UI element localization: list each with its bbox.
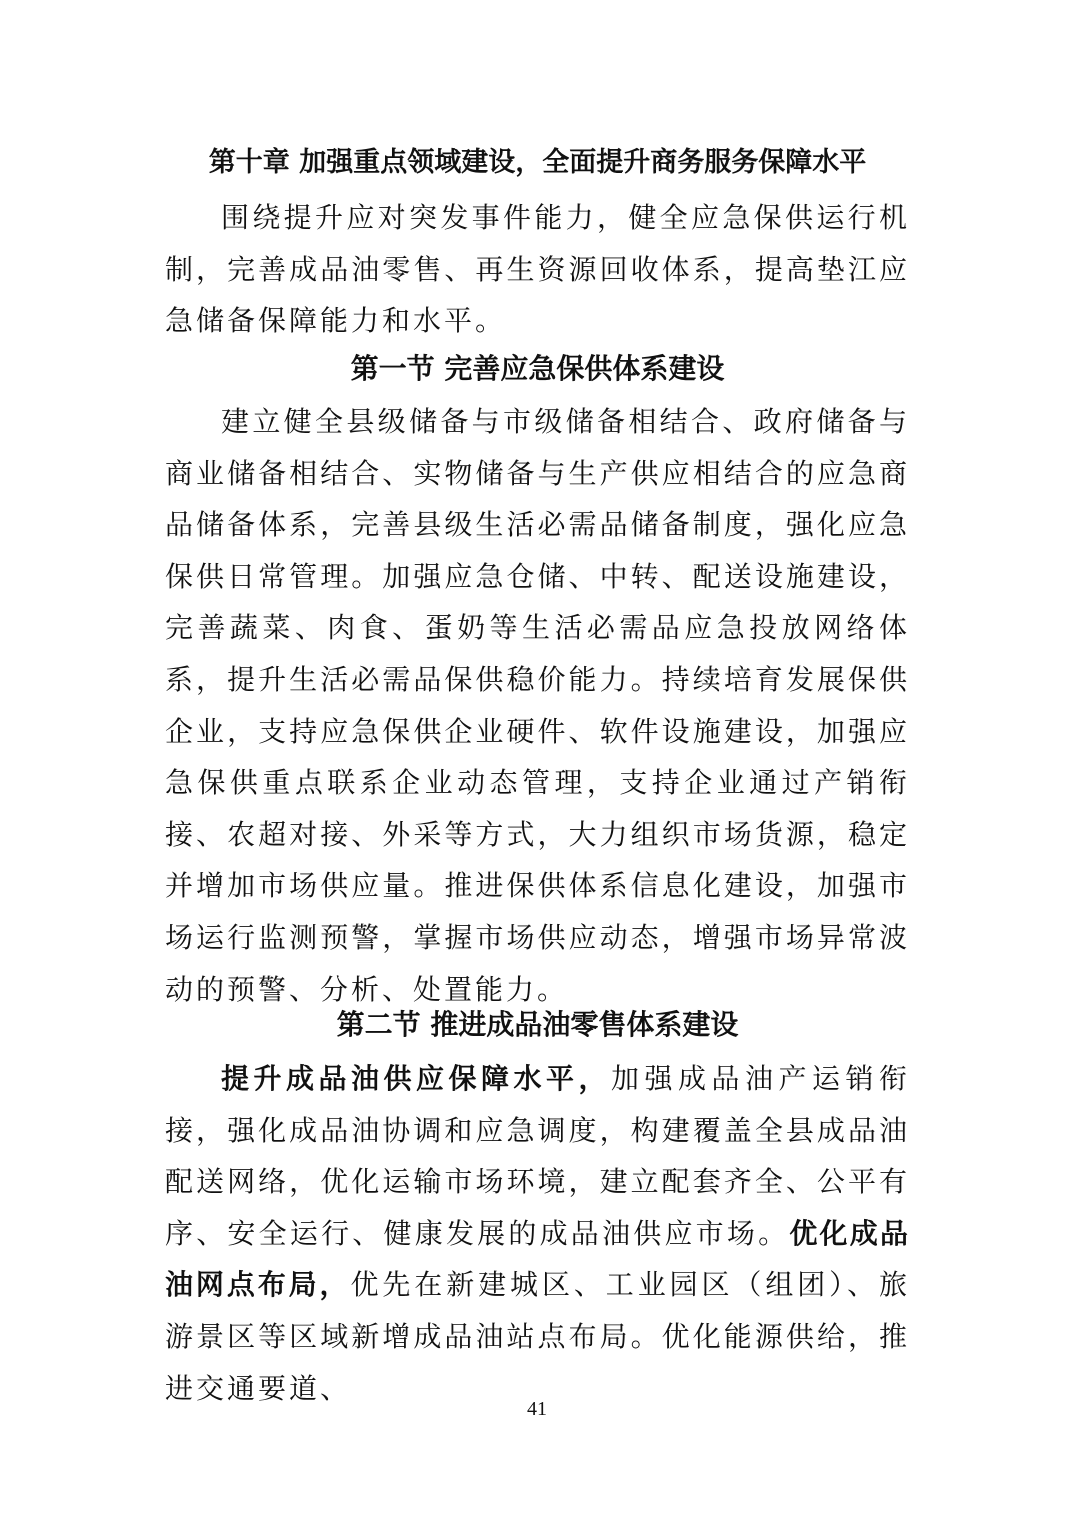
page-number: 41 [527,1398,547,1420]
section-2-paragraph [165,1053,910,1414]
section-1-paragraph: 建立健全县级储备与市级储备相结合、政府储备与商业储备相结合、实物储备与生产供应相结合的应急商品储备体系，完善县级生活必需品储备制度，强化应急保供日常管理。加强应急仓储、中转、配送设施建设，完善蔬菜、肉食、蛋奶等生活必需品应急投放网络体系，提升生活必需品保供稳价能力。持续培育发展保供企业，支持应急保供企业硬件、软件设施建设，加强应急保供重点联系企业动态管理，支持企业通过产销衔接、农超对接、外采等方式，大力组织市场货源，稳定并增加市场供应量。推进保供体系信息化建设，加强市场运行监测预警，掌握市场供应动态，增强市场异常波动的预警、分析、处置能力。 [165,405,910,1006]
bold-lead-oil-supply: 提升成品油供应保障水平， [221,1062,611,1095]
section-2-title: 第二节 推进成品油零售体系建设 [336,1008,739,1041]
chapter-title: 第十章 加强重点领域建设，全面提升商务服务保障水平 [208,147,867,178]
section-1-title: 第一节 完善应急保供体系建设 [350,352,725,385]
intro-paragraph: 围绕提升应对突发事件能力，健全应急保供运行机制，完善成品油零售、再生资源回收体系，提高垫江应急储备保障能力和水平。 [165,201,910,338]
paragraph-text-oil-supply: 加强成品油产运销衔接，强化成品油协调和应急调度，构建覆盖全县成品油配送网络，优化运输市场环境，建立配套齐全、公平有序、安全运行、健康发展的成品油供应市场。 [165,1062,910,1250]
bold-lead-oil-network: 优化成品油网点布局， [165,1216,910,1302]
paragraph-text-oil-network: 优先在新建城区、工业园区（组团）、旅游景区等区域新增成品油站点布局。优化能源供给，推进交通要道、 [165,1268,910,1405]
